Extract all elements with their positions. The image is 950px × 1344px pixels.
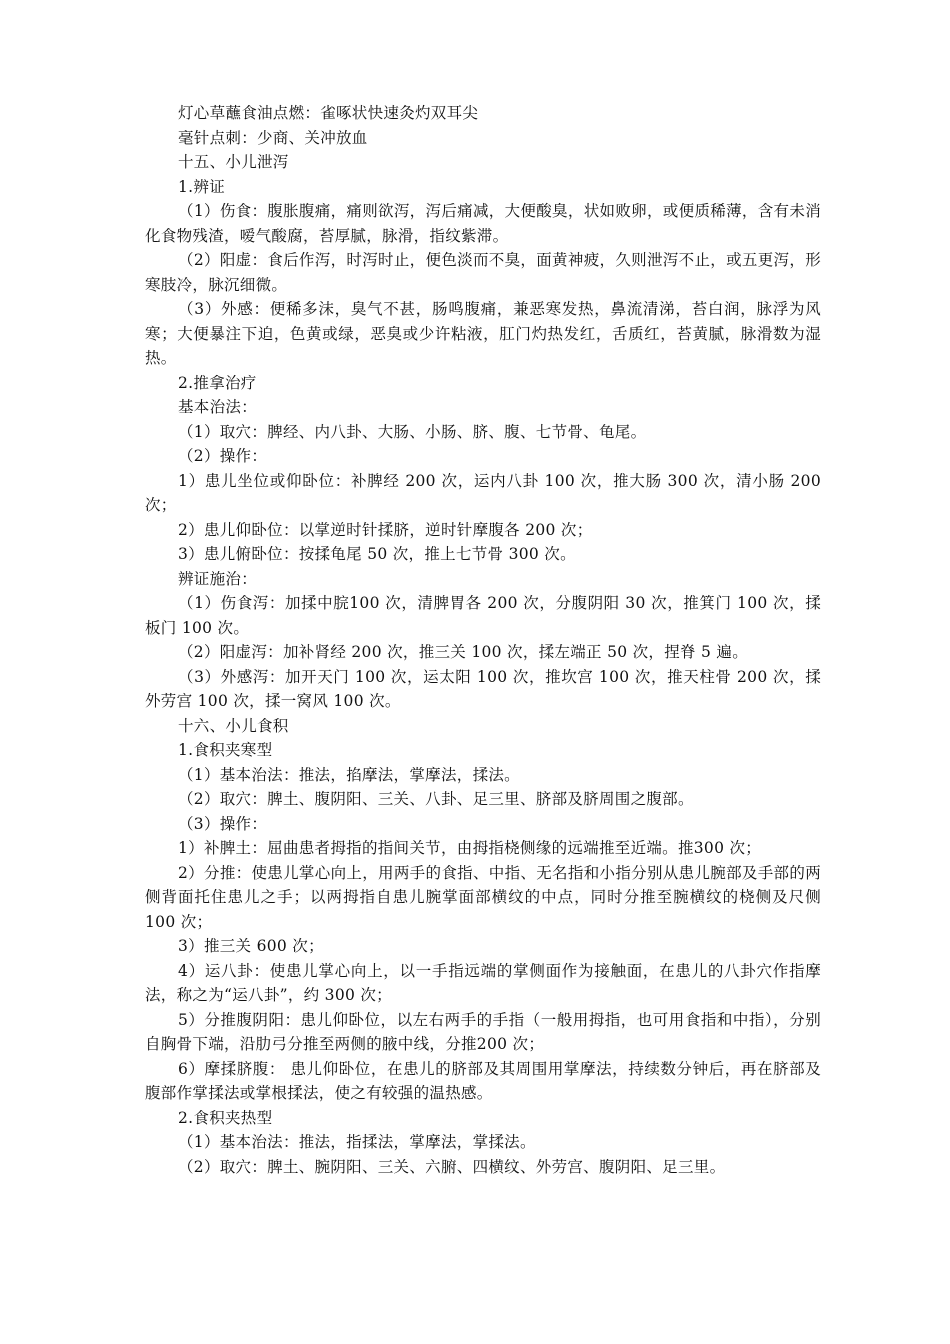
section-heading-infant-diarrhea: 十五、小儿泄泻	[178, 153, 289, 171]
paragraph-yang-deficiency-diarrhea: （2）阳虚泻：加补肾经 200 次，推三关 100 次，揉左端正 50 次，捏脊 5 遍。	[178, 643, 749, 661]
step-2: 2）患儿仰卧位：以掌逆时针揉脐，逆时针摩腹各 200 次；	[178, 520, 593, 539]
cold-step-2: 2）分推：使患儿掌心向上，用两手的食指、中指、无名指和小指分别从患儿腕部及手部的两侧背面托住患儿之手；以两拇指自患儿腕掌面部横纹的中点，同时分推至腕横纹的桡侧及尺侧 100 次；	[145, 863, 821, 931]
document-body	[145, 101, 821, 1179]
subheading-differentiation: 1.辨证	[178, 177, 225, 196]
paragraph-acupoints: （1）取穴：脾经、内八卦、大肠、小肠、脐、腹、七节骨、龟尾。	[178, 422, 647, 441]
moxibustion-line: 灯心草蘸食油点燃：雀啄状快速灸灼双耳尖	[178, 104, 479, 122]
paragraph-food-injury: （1）伤食：腹胀腹痛，痛则欲泻，泻后痛减，大便酸臭，状如败卵，或便质稀薄，含有未消化食物残渣，嗳气酸腐，苔厚腻，脉滑，指纹紫滞。	[145, 202, 821, 245]
cold-step-5: 5）分推腹阴阳：患儿仰卧位，以左右两手的手指（一般用拇指，也可用食指和中指），分别自胸骨下端，沿肋弓分推至两侧的腋中线，分推200 次；	[145, 1010, 821, 1053]
paragraph-external-contraction: （3）外感：便稀多沫，臭气不甚，肠鸣腹痛，兼恶寒发热，鼻流清涕，苔白润，脉浮为风寒；大便暴注下迫，色黄或绿，恶臭或少许粘液，肛门灼热发红，舌质红，苔黄腻，脉滑数为湿热。	[145, 300, 821, 367]
cold-step-1: 1）补脾土：屈曲患者拇指的指间关节，由拇指桡侧缘的远端推至近端。推300 次；	[178, 839, 762, 857]
step-1: 1）患儿坐位或仰卧位：补脾经 200 次，运内八卦 100 次，推大肠 300 次，清小肠 200 次；	[145, 471, 821, 514]
paragraph-yang-deficiency: （2）阳虚：食后作泻，时泻时止，便色淡而不臭，面黄神疲，久则泄泻不止，或五更泻，形寒肢冷，脉沉细微。	[145, 251, 821, 294]
subheading-heat-type: 2.食积夹热型	[178, 1108, 273, 1127]
subheading-cold-type: 1.食积夹寒型	[178, 741, 273, 759]
paragraph-heat-acupoints: （2）取穴：脾土、腕阴阳、三关、六腑、四横纹、外劳宫、腹阴阳、足三里。	[178, 1157, 726, 1176]
cold-step-3: 3）推三关 600 次；	[178, 937, 324, 955]
section-heading-infant-food-retention: 十六、小儿食积	[178, 716, 289, 735]
label-syndrome-treatment: 辨证施治：	[178, 569, 258, 588]
subheading-tuina-treatment: 2.推拿治疗	[178, 373, 257, 392]
step-3: 3）患儿俯卧位：按揉龟尾 50 次，推上七节骨 300 次。	[178, 545, 576, 563]
cold-step-4: 4）运八卦：使患儿掌心向上，以一手指远端的掌侧面作为接触面，在患儿的八卦穴作指摩法，称之为“运八卦”，约 300 次；	[145, 961, 821, 1004]
label-cold-operation: （3）操作：	[178, 814, 268, 833]
paragraph-external-diarrhea: （3）外感泻：加开天门 100 次，运太阳 100 次，推坎宫 100 次，推天柱骨 200 次，揉外劳宫 100 次，揉一窝风 100 次。	[145, 667, 821, 710]
paragraph-heat-basic-method: （1）基本治法：推法，指揉法，掌摩法，掌揉法。	[178, 1133, 536, 1151]
label-operation: （2）操作：	[178, 447, 268, 465]
paragraph-food-injury-diarrhea: （1）伤食泻：加揉中脘100 次，清脾胃各 200 次，分腹阴阳 30 次，推箕门 100 次，揉板门 100 次。	[145, 594, 821, 637]
label-basic-method: 基本治法：	[178, 398, 258, 416]
paragraph-cold-basic-method: （1）基本治法：推法，掐摩法，掌摩法，揉法。	[178, 765, 520, 784]
paragraph-cold-acupoints: （2）取穴：脾土、腹阴阳、三关、八卦、足三里、脐部及脐周围之腹部。	[178, 790, 694, 808]
cold-step-6: 6）摩揉脐腹： 患儿仰卧位，在患儿的脐部及其周围用掌摩法，持续数分钟后，再在脐部及腹部作掌揉法或掌根揉法，使之有较强的温热感。	[145, 1059, 821, 1102]
acupuncture-line: 毫针点刺：少商、关冲放血	[178, 128, 368, 147]
